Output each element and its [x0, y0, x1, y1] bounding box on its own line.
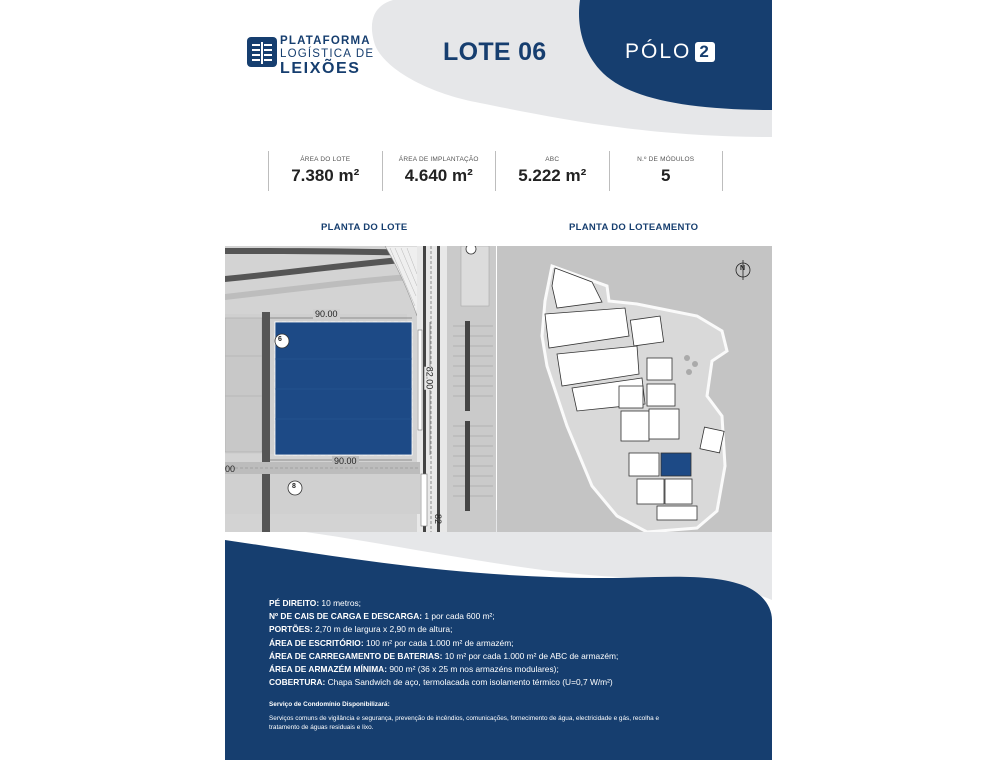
spec-line: [269, 623, 699, 636]
logo-line-1: PLATAFORMA: [280, 35, 371, 47]
spec-text: 2,70 m de largura x 2,90 m de altura;: [312, 624, 453, 635]
spec-label: PÉ DIREITO:: [269, 598, 320, 608]
stat-value: 7.380 m²: [291, 166, 360, 185]
logo-line-2: LOGÍSTICA DE: [280, 47, 375, 60]
stat-label: ÁREA DO LOTE: [300, 156, 351, 163]
dim-top-label: 90.00: [315, 309, 338, 319]
lot-plan-title: PLANTA DO LOTE: [321, 222, 408, 233]
polo-badge: [625, 40, 715, 64]
spec-label: Nº DE CAIS DE CARGA E DESCARGA:: [269, 611, 423, 622]
spec-text: Chapa Sandwich de aço, termolacada com isolamento térmico (U=0,7 W/m²): [325, 677, 613, 688]
stat-area-implantacao: [382, 151, 496, 191]
spec-label: COBERTURA:: [269, 677, 326, 688]
stat-label: ÁREA DE IMPLANTAÇÃO: [398, 156, 479, 163]
logo-wordmark: [280, 36, 374, 77]
stat-modulos: [609, 151, 724, 191]
dim-left-label: 00: [225, 464, 236, 474]
dim-bottom-label: 90.00: [334, 456, 357, 466]
spec-label: ÁREA DE ARMAZÉM MÍNIMA:: [269, 664, 388, 675]
subdivision-plan-title: PLANTA DO LOTEAMENTO: [569, 222, 699, 233]
stat-value: 5: [661, 166, 671, 185]
spec-line: [269, 597, 699, 610]
subdivision-plan-map: [497, 246, 772, 532]
spec-text: 10 m² por cada 1.000 m² de ABC de armazém;: [442, 650, 619, 661]
lot-title: LOTE 06: [443, 38, 547, 66]
services-text: Serviços comuns de vigilância e segurança, prevenção de incêndios, comunicações, fornecimento de água, electricidade e gás, recolha e tratamento de águas residuais e lixo.: [269, 715, 660, 731]
brochure-sheet: [225, 0, 772, 760]
spec-line: [269, 676, 699, 689]
stat-value: 5.222 m²: [518, 166, 587, 185]
dim-side-label-2: 82: [433, 513, 444, 525]
stat-label: N.º DE MÓDULOS: [637, 156, 695, 163]
stat-label: ABC: [545, 156, 560, 163]
spec-text: 1 por cada 600 m²;: [422, 611, 495, 622]
lot-stats: [268, 151, 723, 191]
services-title: Serviço de Condomínio Disponibilizará:: [269, 701, 390, 708]
lot-plan-map: [225, 246, 496, 532]
logo-mark-icon: [247, 37, 277, 67]
dim-side-label: 82.00: [424, 366, 435, 390]
lot-06-highlight: [661, 453, 691, 476]
spec-label: ÁREA DE ESCRITÓRIO:: [269, 637, 364, 648]
polo-name: PÓLO: [625, 40, 692, 63]
lot-number-8: 8: [292, 483, 296, 490]
logo-line-3: LEIXÕES: [280, 60, 361, 77]
spec-label: ÁREA DE CARREGAMENTO DE BATERIAS:: [269, 650, 443, 661]
spec-line: [269, 650, 699, 663]
spec-line: [269, 610, 699, 623]
spec-line: [269, 663, 699, 676]
polo-number: 2: [695, 42, 714, 62]
north-arrow-icon: N: [740, 265, 746, 272]
lot-06-plot: [275, 322, 412, 455]
stat-area-lote: [268, 151, 382, 191]
stat-abc: [495, 151, 609, 191]
condominium-services: [269, 700, 669, 732]
spec-label: PORTÕES:: [269, 624, 313, 635]
specifications: [269, 597, 699, 689]
spec-text: 900 m² (36 x 25 m nos armazéns modulares);: [387, 664, 559, 675]
stat-value: 4.640 m²: [404, 166, 473, 185]
spec-text: 100 m² por cada 1.000 m² de armazém;: [363, 637, 514, 648]
spec-text: 10 metros;: [319, 598, 362, 608]
spec-line: [269, 637, 699, 650]
lot-number-6: 6: [278, 336, 282, 343]
